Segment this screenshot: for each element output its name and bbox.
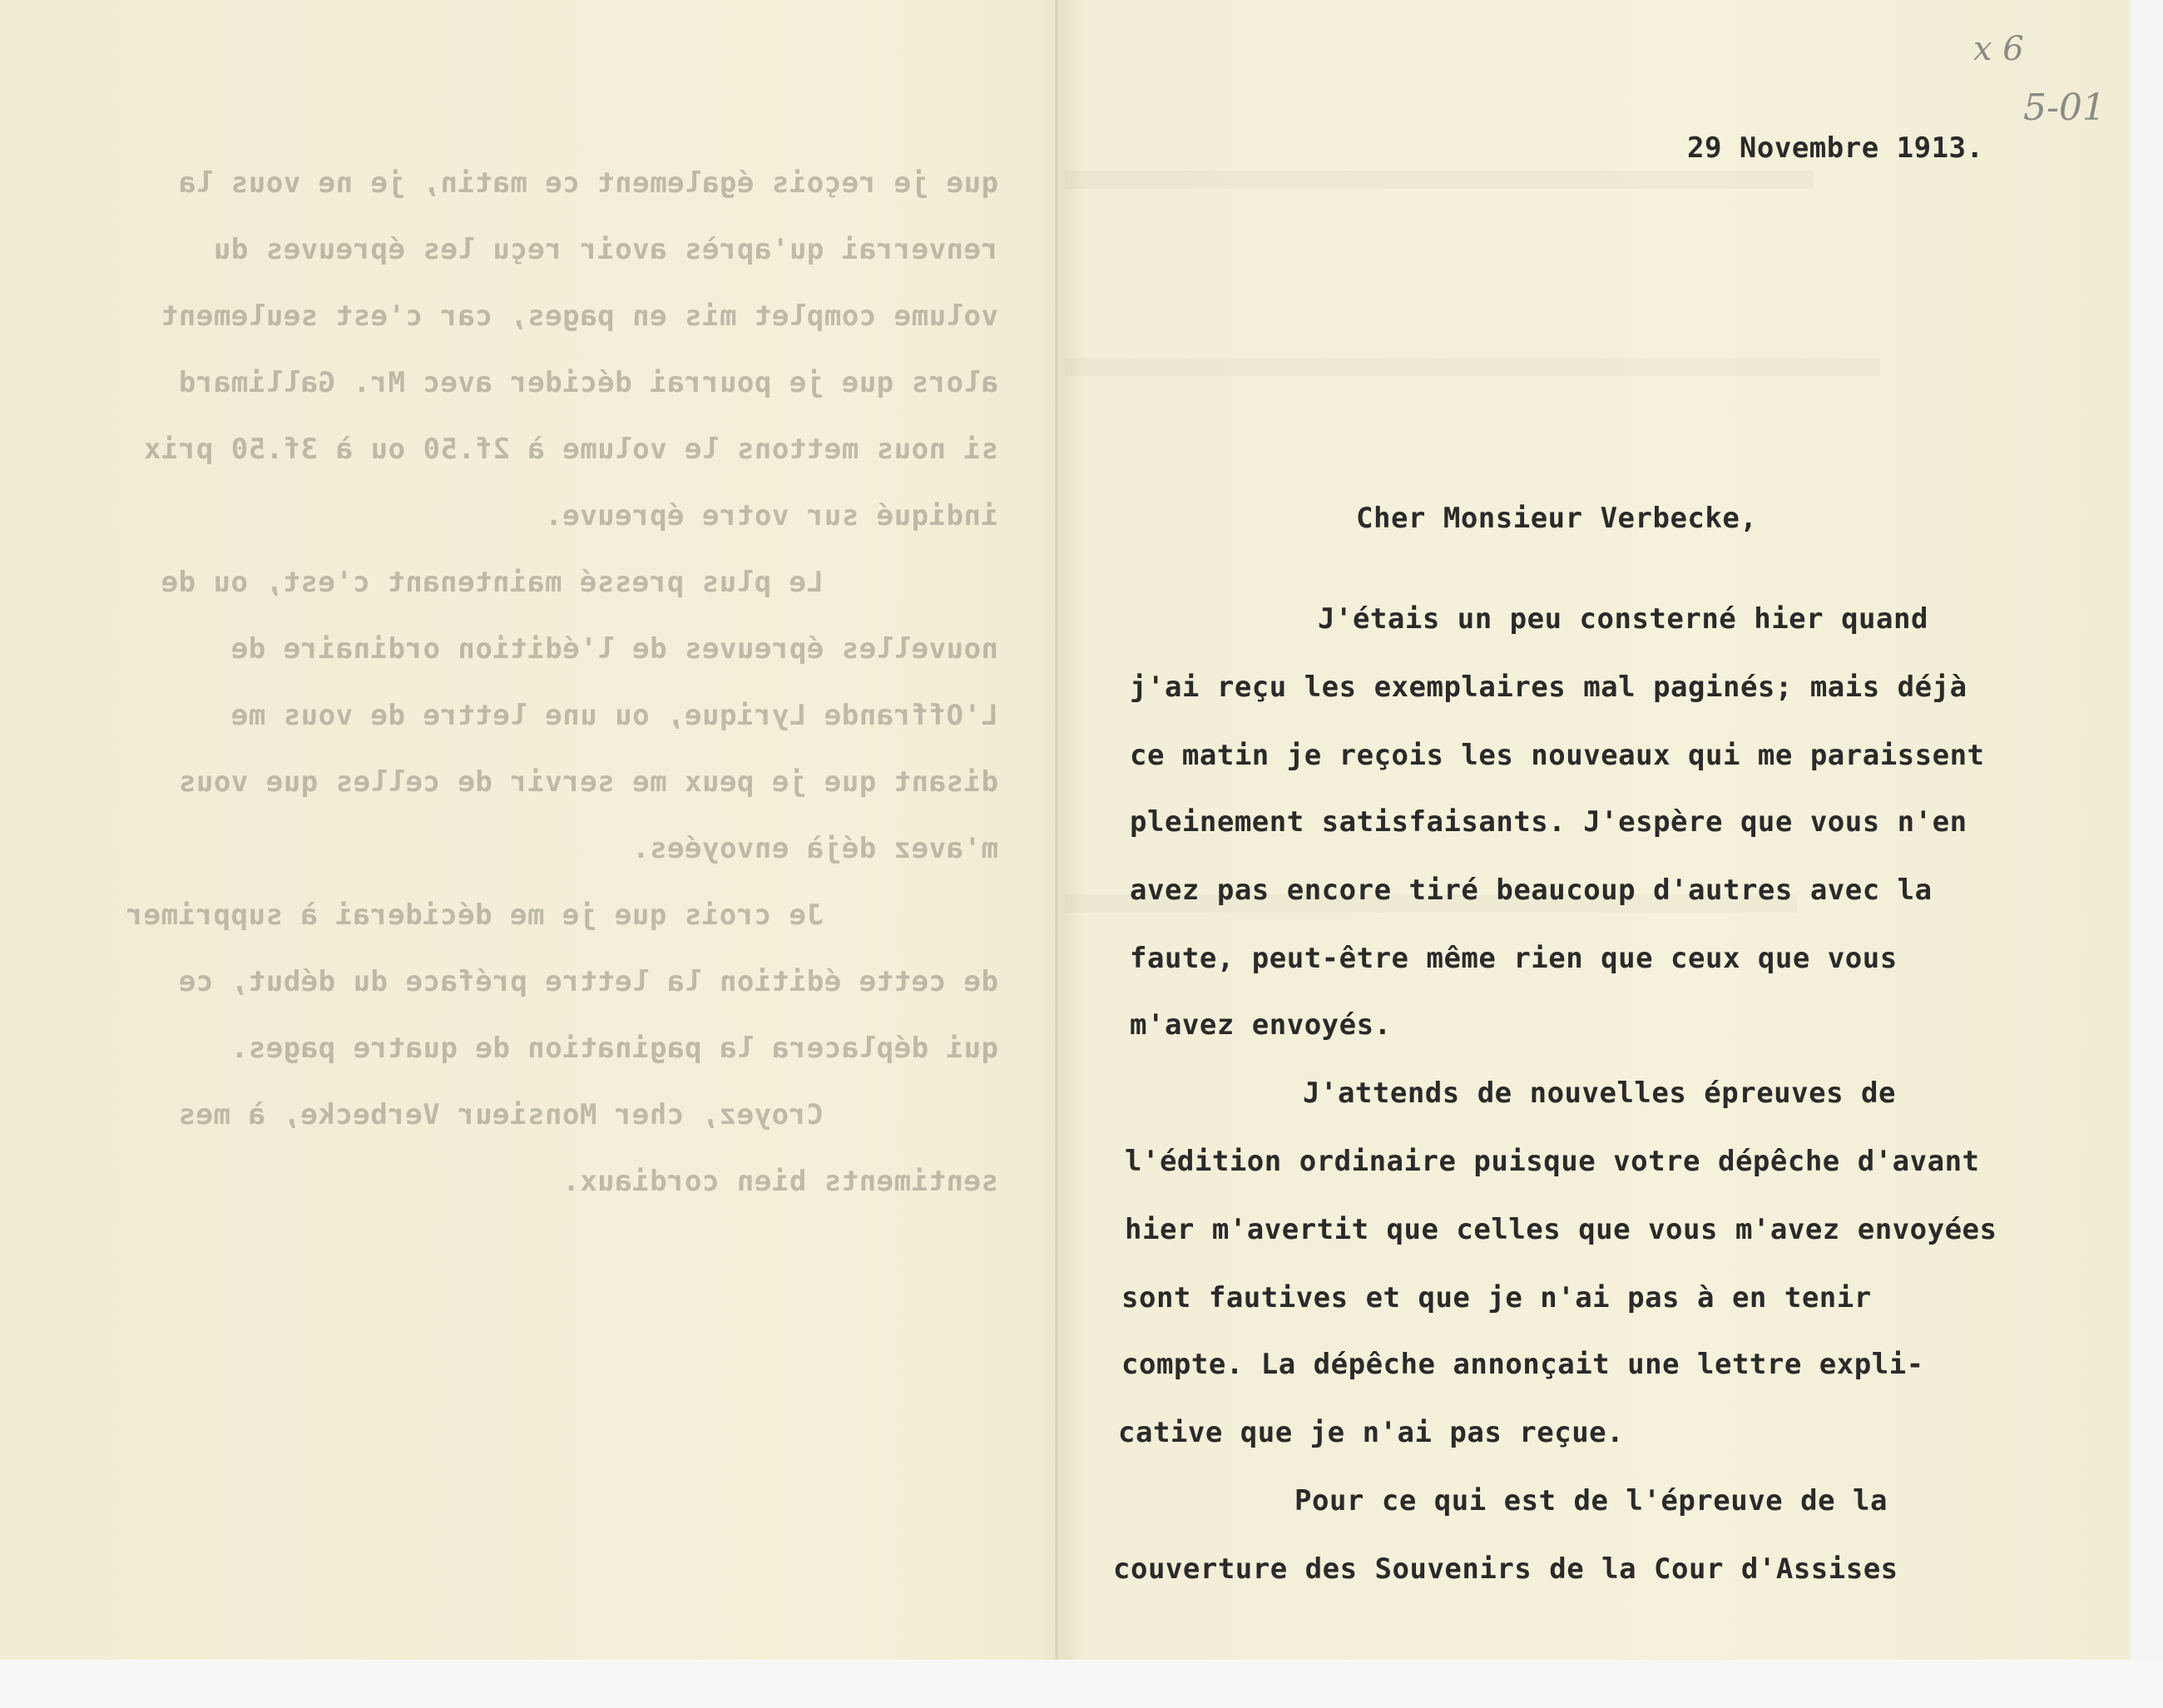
paper-mark [1065,171,1814,189]
show-through-line: disant que je peux me servir de celles que vous [178,765,998,799]
show-through-line: Croyez, cher Monsieur Verbecke, à mes [178,1098,824,1131]
scan-margin [0,1660,2163,1708]
salutation: Cher Monsieur Verbecke, [1356,502,1758,535]
body-line: cative que je n'ai pas reçue. [1118,1416,1625,1449]
body-line: ce matin je reçois les nouveaux qui me paraissent [1130,739,1985,772]
handwritten-note-top: x 6 [1973,30,2024,68]
handwritten-reference: 5-01 [2023,87,2106,129]
show-through-line: Je crois que je me déciderai à supprimer [126,899,824,932]
show-through-line: L'Offrande Lyrique, ou une lettre de vous me [230,699,998,732]
body-line: j'ai reçu les exemplaires mal paginés; mais déjà [1130,671,1967,704]
body-line: l'édition ordinaire puisque votre dépêche d'avant [1125,1145,1980,1178]
show-through-line: Le plus pressé maintenant c'est, ou de [161,566,824,599]
body-line: J'attends de nouvelles épreuves de [1303,1077,1896,1110]
show-through-line: de cette édition la lettre préface du début, ce [178,965,998,998]
show-through-line: nouvelles épreuves de l'édition ordinaire de [230,632,998,666]
paper-fold [1055,0,1058,1660]
body-line: J'étais un peu consterné hier quand [1318,602,1928,636]
paper-mark [1065,358,1880,376]
show-through-line: renverrai qu'après avoir reçu les épreuves du [213,233,998,266]
show-through-line: alors que je pourrai décider avec Mr. Gallimard [178,366,998,399]
body-line: pleinement satisfaisants. J'espère que vous n'en [1130,805,1967,839]
body-line: avez pas encore tiré beaucoup d'autres avec la [1130,874,1933,907]
show-through-line: sentiments bien cordiaux. [562,1165,998,1198]
body-line: compte. La dépêche annonçait une lettre expli- [1121,1348,1924,1381]
left-page [0,0,1055,1660]
show-through-line: m'avez déjà envoyées. [631,832,998,865]
show-through-line: volume complet mis en pages, car c'est seulement [161,300,998,333]
body-line: faute, peut-être même rien que ceux que vous [1130,942,1898,975]
show-through-line: si nous mettons le volume à 2f.50 ou à 3f.50 prix [143,433,998,466]
body-line: hier m'avertit que celles que vous m'avez envoyées [1125,1213,1997,1246]
show-through-line: indiqué sur votre épreuve. [544,499,998,532]
body-line: sont fautives et que je n'ai pas à en tenir [1121,1281,1872,1314]
show-through-text [25,150,1023,1231]
body-line: couverture des Souvenirs de la Cour d'Assises [1113,1552,1898,1586]
show-through-line: que je reçois également ce matin, je ne vous la [178,166,998,200]
body-line: m'avez envoyés. [1130,1008,1392,1042]
letter-date: 29 Novembre 1913. [1687,131,1984,165]
body-line: Pour ce qui est de l'épreuve de la [1294,1484,1888,1517]
show-through-line: qui déplacera la pagination de quatre pages. [230,1032,998,1065]
